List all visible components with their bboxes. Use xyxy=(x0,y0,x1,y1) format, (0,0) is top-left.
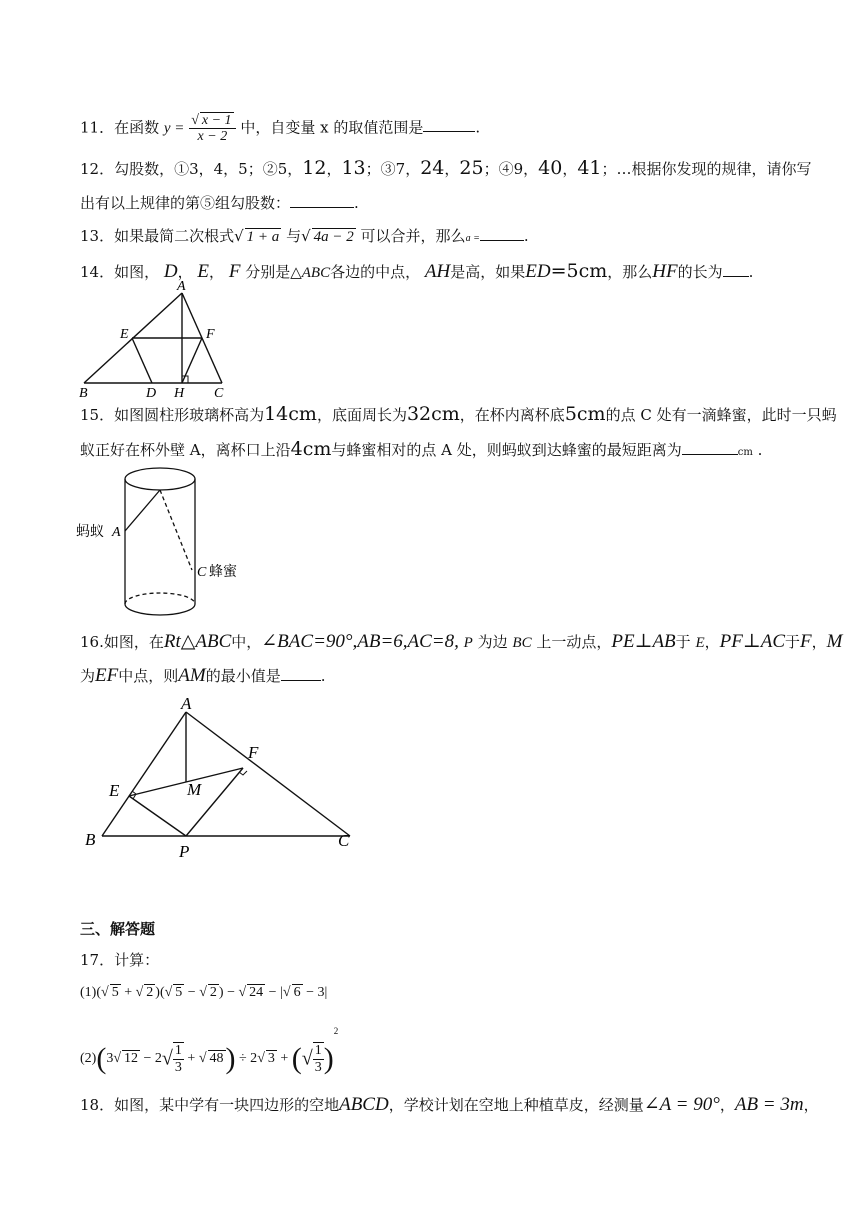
segment-ed xyxy=(132,338,152,383)
answer-blank xyxy=(682,453,738,455)
label-d: D xyxy=(146,386,157,400)
segment-pf xyxy=(186,768,243,836)
label-honey: 蜂蜜 xyxy=(209,564,237,580)
label-c: C xyxy=(197,565,207,580)
label-b: B xyxy=(79,386,88,400)
q11-text-pre: 在函数 xyxy=(114,118,160,137)
label-c: C xyxy=(214,386,224,400)
section-title: 三、解答题 xyxy=(80,920,156,938)
question-13: 13．如果最简二次根式√ 1 + a 与√ 4a − 2 可以合并，那么a = . xyxy=(80,227,529,245)
label-h: H xyxy=(174,386,185,400)
label-a: A xyxy=(177,280,186,294)
question-17: 17．计算： xyxy=(80,951,160,969)
q11-fraction: $\frac{√ x - 1}{x - 2}$ xyxy=(189,112,235,145)
q11-denominator: x − 2 xyxy=(197,129,228,145)
figure-16-triangle xyxy=(80,696,370,866)
figure-14-triangle xyxy=(70,280,240,400)
question-14: 14．如图， D， E， F 分别是△ABC各边的中点， AH是高，如果ED=5cm，那么HF的长为 . xyxy=(80,260,754,282)
label-c: C xyxy=(338,831,350,850)
question-11: 11．在函数 y = $\frac{√ x - 1}{x - 2}$ 中，自变量 x 的取值范围是 . xyxy=(80,113,481,145)
ant-path xyxy=(125,490,160,531)
label-a: A xyxy=(181,696,192,713)
q17-part-2: (2)(3√ 12 − 2√ $\frac{1}{3}$ + √ 48) ÷ 2√ 3 + (√ $\frac{1}{3}$ )$^2$ xyxy=(80,1026,339,1075)
cylinder-top xyxy=(125,468,195,490)
answer-blank xyxy=(723,275,749,277)
question-12-line2: 出有以上规律的第⑤组勾股数： . xyxy=(80,194,359,212)
question-18: 18．如图，某中学有一块四边形的空地ABCD，学校计划在空地上种植草皮，经测量∠A = 90°，AB = 3m， xyxy=(80,1094,819,1115)
answer-blank xyxy=(290,206,354,208)
q11-numerator: x − 1 xyxy=(201,113,232,128)
question-15: 15．如图圆柱形玻璃杯高为14cm，底面周长为32cm，在杯内离杯底5cm的点 C 处有一滴蜂蜜，此时一只蚂 xyxy=(80,403,837,425)
q17-part-1: (1)(√ 5 + √ 2 )(√ 5 − √ 2 ) − √ 24 − |√ 6 − 3| xyxy=(80,985,328,1000)
label-f: F xyxy=(248,743,259,762)
label-m: M xyxy=(187,780,202,799)
q13-radical-1: 1 + a xyxy=(246,229,280,245)
label-e: E xyxy=(109,781,120,800)
answer-blank xyxy=(281,679,321,681)
label-f: F xyxy=(206,327,215,342)
label-b: B xyxy=(85,830,96,849)
label-a: A xyxy=(112,525,121,540)
question-16-line2: 为EF中点，则AM的最小值是 . xyxy=(80,665,326,686)
label-e: E xyxy=(120,327,129,342)
label-ant: 蚂蚁 xyxy=(76,524,104,540)
q11-y-eq: y = xyxy=(163,120,185,137)
q11-text-post: 中，自变量 x 的取值范围是 xyxy=(240,118,424,137)
label-p: P xyxy=(179,842,190,861)
question-12: 12．勾股数，①3，4，5；②5，12，13；③7，24，25；④9，40，41；…根据你发现的规律，请你写 xyxy=(80,157,812,179)
figure-15-cylinder xyxy=(76,464,256,624)
q11-number: 11． xyxy=(80,118,115,137)
segment-pe xyxy=(129,796,186,836)
inner-path xyxy=(160,490,192,570)
question-16: 16.如图，在Rt△ABC中，∠BAC=90°,AB=6,AC=8, P 为边 BC 上一动点，PE⊥AB于 E，PF⊥AC于F，M xyxy=(80,631,843,652)
q13-radical-2: 4a − 2 xyxy=(313,229,354,245)
answer-blank xyxy=(423,130,475,132)
question-15-line2: 蚁正好在杯外壁 A，离杯口上沿4cm与蜂蜜相对的点 A 处，则蚂蚁到达蜂蜜的最短距离为 cm . xyxy=(80,438,763,460)
answer-blank xyxy=(480,239,524,241)
